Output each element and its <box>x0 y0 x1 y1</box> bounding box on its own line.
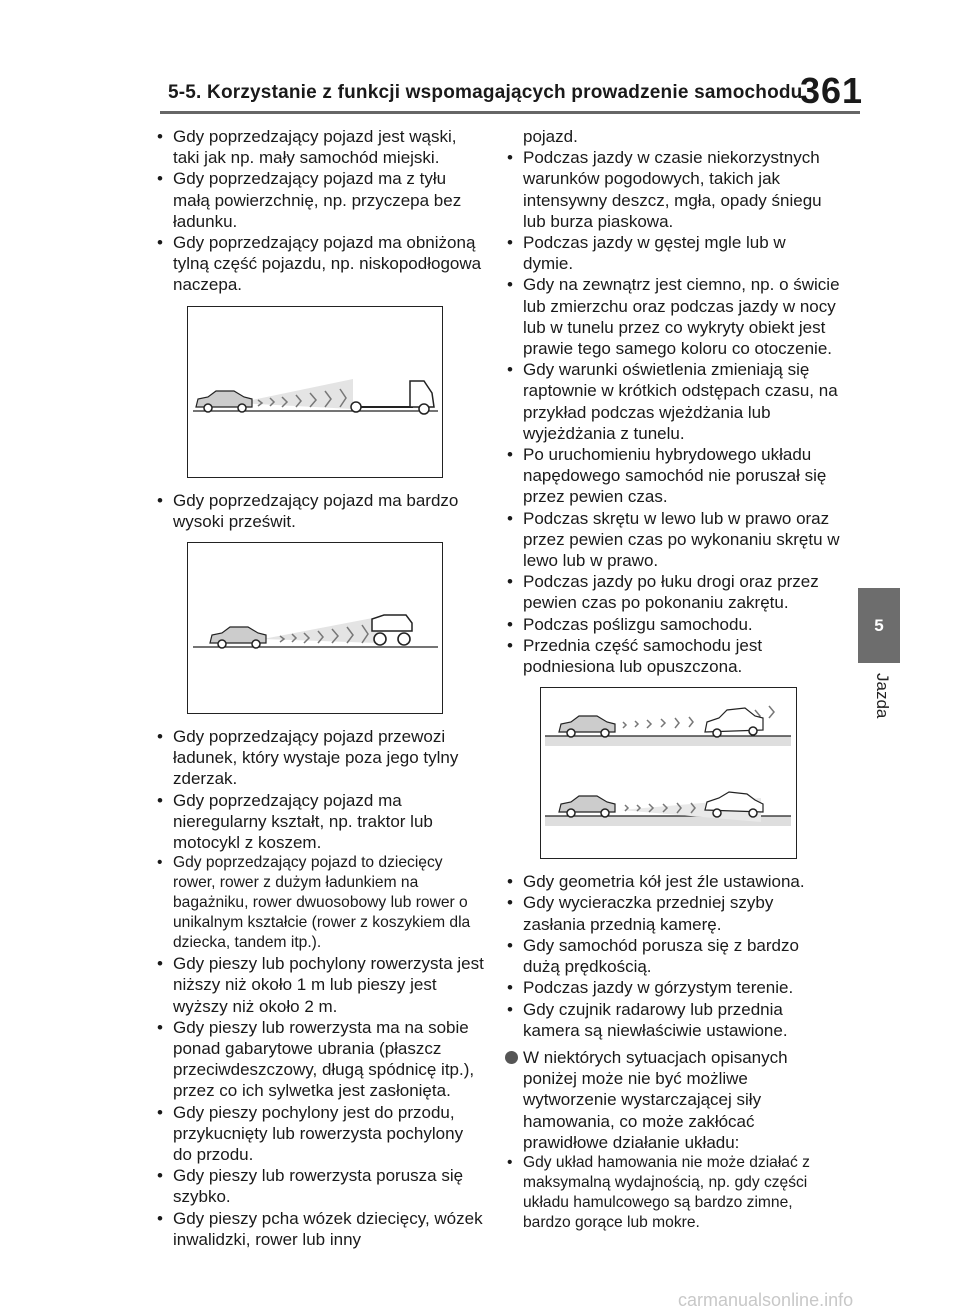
left-list-4 <box>155 953 485 1250</box>
list-item: • Gdy pieszy lub rowerzysta ma na sobie ponad gabarytowe ubrania (płaszcz przeciwdeszczowy, długą spódnicę itp.), przez co ich sylwetka jest zasłonięta. <box>155 1017 485 1102</box>
car-icon <box>210 627 266 648</box>
list-item: • Gdy czujnik radarowy lub przednia kamera są niewłaściwie ustawione. <box>505 999 840 1041</box>
list-item: • Po uruchomieniu hybrydowego układu napędowego samochód nie poruszał się przez pewien czas. <box>505 444 840 508</box>
list-item: • Gdy na zewnątrz jest ciemno, np. o świcie lub zmierzchu oraz podczas jazdy w nocy lub w tunelu przez co wykryty obiekt jest prawie tego samego koloru co otoczenie. <box>505 274 840 359</box>
side-label: Jazda <box>873 673 892 719</box>
list-item: • Podczas jazdy w gęstej mgle lub w dymie. <box>505 232 840 274</box>
car-icon <box>559 716 615 737</box>
figure-trailer <box>187 306 443 478</box>
list-item: • Gdy poprzedzający pojazd przewozi ładunek, który wystaje poza jego tylny zderzak. <box>155 726 485 790</box>
car-icon <box>196 391 252 412</box>
list-item: • Gdy poprzedzający pojazd ma obniżoną tylną część pojazdu, np. niskopodłogowa naczepa. <box>155 232 485 296</box>
list-item: • Przednia część samochodu jest podniesiona lub opuszczona. <box>505 635 840 677</box>
list-item: • Gdy pieszy pcha wózek dziecięcy, wózek inwalidzki, rower lub inny <box>155 1208 485 1250</box>
list-item: • Gdy wycieraczka przedniej szyby zasłania przednią kamerę. <box>505 892 840 934</box>
footer-watermark: carmanualsonline.info <box>678 1290 854 1310</box>
list-item: • Gdy pieszy pochylony jest do przodu, przykucnięty lub rowerzysta pochylony do przodu. <box>155 1102 485 1166</box>
right-list-3-small <box>505 1153 840 1233</box>
right-list-2 <box>505 871 840 1041</box>
trailer-illustration <box>188 307 442 477</box>
suv-icon <box>372 615 412 645</box>
list-item: • Gdy pieszy lub pochylony rowerzysta jest niższy niż około 1 m lub pieszy jest wyższy niż około 2 m. <box>155 953 485 1017</box>
page-number: 361 <box>800 70 864 111</box>
left-list-3-small <box>155 853 485 953</box>
figure-pitch <box>540 687 797 859</box>
list-item: • Gdy poprzedzający pojazd ma bardzo wysoki prześwit. <box>155 490 485 532</box>
note-dot-icon <box>505 1051 518 1064</box>
side-tab: 5 <box>858 588 900 663</box>
list-item: • Podczas poślizgu samochodu. <box>505 614 840 635</box>
high-clearance-illustration <box>188 543 442 713</box>
list-item: • Gdy poprzedzający pojazd ma nieregularny kształt, np. traktor lub motocykl z koszem. <box>155 790 485 854</box>
list-item: • Podczas jazdy w czasie niekorzystnych warunków pogodowych, takich jak intensywny deszcz, mgła, opady śniegu lub burza piaskowa. <box>505 147 840 232</box>
pitch-illustration <box>541 688 796 858</box>
trailer-truck-icon <box>351 381 434 414</box>
list-item: • Podczas jazdy po łuku drogi oraz przez pewien czas po pokonaniu zakrętu. <box>505 571 840 613</box>
left-list-2 <box>155 490 485 532</box>
note-text: W niektórych sytuacjach opisanych poniżej może nie być możliwe wytworzenie wystarczającej siły hamowania, co może zakłócać prawidłowe działanie układu: <box>523 1047 788 1152</box>
right-column <box>505 126 840 1233</box>
left-column <box>155 126 485 1250</box>
figure-high-clearance <box>187 542 443 714</box>
list-item: • Gdy pieszy lub rowerzysta porusza się szybko. <box>155 1165 485 1207</box>
note-paragraph <box>505 1047 840 1153</box>
list-item: • Gdy poprzedzający pojazd ma z tyłu małą powierzchnię, np. przyczepa bez ładunku. <box>155 168 485 232</box>
list-item: • Gdy układ hamowania nie może działać z maksymalną wydajnością, np. gdy części układu hamulcowego są bardzo zimne, bardzo gorące lub mokre. <box>505 1153 840 1233</box>
list-item: • Gdy poprzedzający pojazd jest wąski, taki jak np. mały samochód miejski. <box>155 126 485 168</box>
left-list-1 <box>155 126 485 296</box>
list-item: • Gdy poprzedzający pojazd to dziecięcy rower, rower z dużym ładunkiem na bagażniku, rower dwuosobowy lub rower o unikalnym kształcie (rower z koszykiem dla dziecka, tandem itp.). <box>155 853 485 953</box>
car-icon <box>559 796 615 817</box>
list-item: • Podczas skrętu w lewo lub w prawo oraz przez pewien czas po wykonaniu skrętu w lewo lub w prawo. <box>505 508 840 572</box>
right-list-1 <box>505 147 840 677</box>
list-item: • Gdy warunki oświetlenia zmieniają się raptownie w krótkich odstępach czasu, na przykład podczas wjeżdżania lub wyjeżdżania z tunelu. <box>505 359 840 444</box>
header-rule <box>160 111 860 114</box>
list-item: • Gdy samochód porusza się z bardzo dużą prędkością. <box>505 935 840 977</box>
list-item: • Podczas jazdy w górzystym terenie. <box>505 977 840 998</box>
left-list-3 <box>155 726 485 853</box>
list-item: • Gdy geometria kół jest źle ustawiona. <box>505 871 840 892</box>
continued-text: pojazd. <box>523 127 578 146</box>
header-title: 5-5. Korzystanie z funkcji wspomagających prowadzenie samochodu <box>168 82 803 103</box>
car-raised-icon <box>705 708 763 737</box>
